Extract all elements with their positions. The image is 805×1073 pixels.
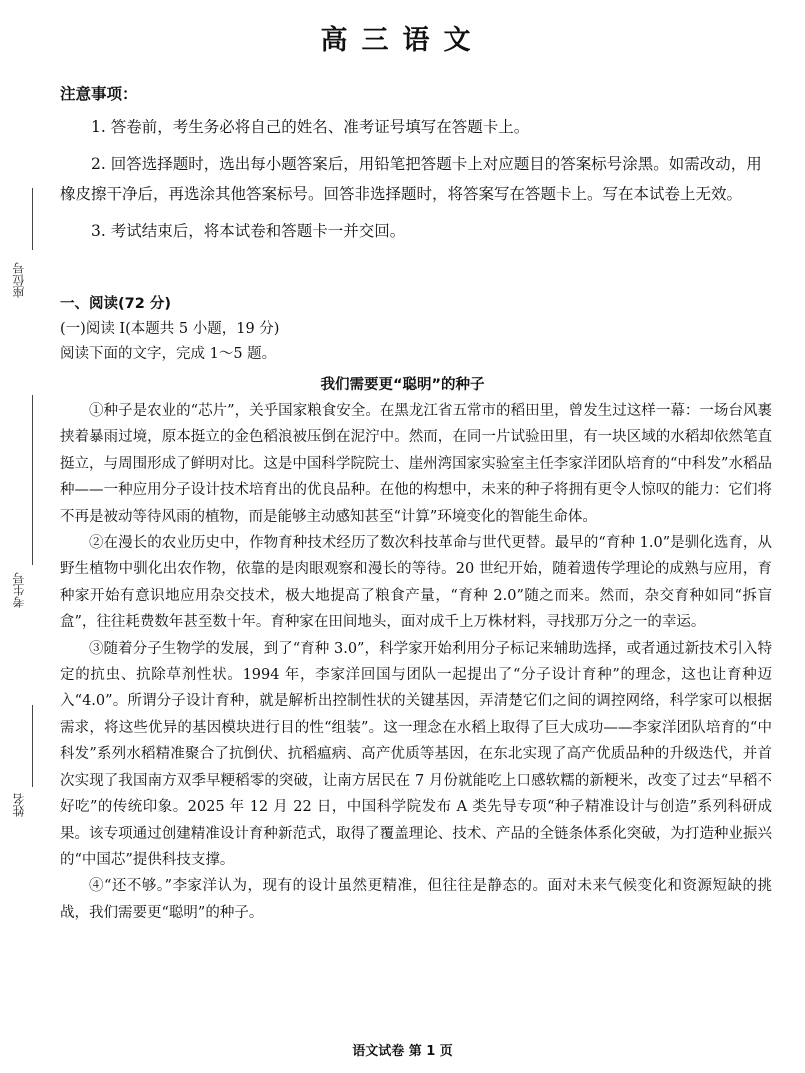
section-sub-heading: (一)阅读 Ⅰ(本题共 5 小题，19 分) (60, 321, 280, 337)
article-paragraph: ②在漫长的农业历史中，作物育种技术经历了数次科技革命与世代更替。最早的“育种 1.0”是驯化选育，从野生植物中驯化出农作物，依靠的是肉眼观察和漫长的等待。20 世纪开始，随着遗传学理论的成熟与应用，育种家开始有意识地应用杂交技术，极大地提高了粮食产量，“育种 2.0”随之而来。然而，杂交育种如同“拆盲盒”，往往耗费数年甚至数十年。育种家在田间地头，面对成千上万株材料，寻找那万分之一的幸运。 (60, 535, 772, 631)
page-title: 高三语文 (320, 25, 485, 56)
seat-number-line (32, 188, 33, 250)
article-paragraph: ④“还不够。”李家洋认为，现有的设计虽然更精准，但往往是静态的。面对未来气候变化和资源短缺的挑战，我们需要更“聪明”的种子。 (60, 878, 772, 921)
name-label: 姓名 (12, 793, 26, 817)
page-footer: 语文试卷 第 1 页 (352, 1044, 453, 1059)
note-item: 1. 答卷前，考生务必将自己的姓名、准考证号填写在答题卡上。 (91, 118, 530, 136)
notes-title: 注意事项： (60, 85, 138, 103)
note-item: 3. 考试结束后，将本试卷和答题卡一并交回。 (91, 221, 406, 240)
name-line (32, 705, 33, 787)
article-paragraph: ③随着分子生物学的发展，到了“育种 3.0”，科学家开始利用分子标记来辅助选择，或者通过新技术引入特定的抗虫、抗除草剂性状。1994 年，李家洋回国与团队一起提出了“分子设计育种”的理念，这也让育种迈入“4.0”。所谓分子设计育种，就是解析出控制性状的关键基因，弄清楚它们之间的调控网络，科学家可以根据需求，将这些优异的基因模块进行目的性“组装”。这一理念在水稻上取得了巨大成功——李家洋团队培育的“中科发”系列水稻精准聚合了抗倒伏、抗稻瘟病、高产优质等基因，在东北实现了高产优质品种的升级迭代，并首次实现了我国南方双季早粳稻零的突破，让南方居民在 7 月份就能吃上口感软糯的新粳米，改变了过去“早稻不好吃”的传统印象。2025 年 12 月 22 日，中国科学院发布 A 类先导专项“种子精准设计与创造”系列科研成果。该专项通过创建精准设计育种新范式，取得了覆盖理论、技术、产品的全链条体系化突破，为打造种业振兴的“中国芯”提供科技支撑。 (60, 640, 772, 868)
note-item: 2. 回答选择题时，选出每小题答案后，用铅笔把答题卡上对应题目的答案标号涂黑。如需改动，用橡皮擦干净后，再选涂其他答案标号。回答非选择题时，将答案写在答题卡上。写在本试卷上无效。 (60, 154, 762, 203)
exam-id-line (32, 395, 33, 565)
seat-number-label: 座位号 (12, 262, 26, 298)
article-paragraph: ①种子是农业的“芯片”，关乎国家粮食安全。在黑龙江省五常市的稻田里，曾发生过这样一幕：一场台风裹挟着暴雨过境，原本挺立的金色稻浪被压倒在泥泞中。然而，在同一片试验田里，有一块区域的水稻却依然笔直挺立，与周围形成了鲜明对比。这是中国科学院院士、崖州湾国家实验室主任李家洋团队培育的“中科发”水稻品种——一种应用分子设计技术培育出的优良品种。在他的构想中，未来的种子将拥有更令人惊叹的能力：它们将不再是被动等待风雨的植物，而是能够主动感知甚至“计算”环境变化的智能生命体。 (60, 403, 772, 525)
exam-id-label: 考生号 (12, 572, 26, 608)
article-title: 我们需要更“聪明”的种子 (320, 377, 485, 393)
notes-list (60, 112, 770, 246)
article-body (60, 398, 772, 926)
section-heading: 一、阅读(72 分) (60, 296, 171, 312)
section-instruction: 阅读下面的文字，完成 1～5 题。 (60, 346, 277, 362)
